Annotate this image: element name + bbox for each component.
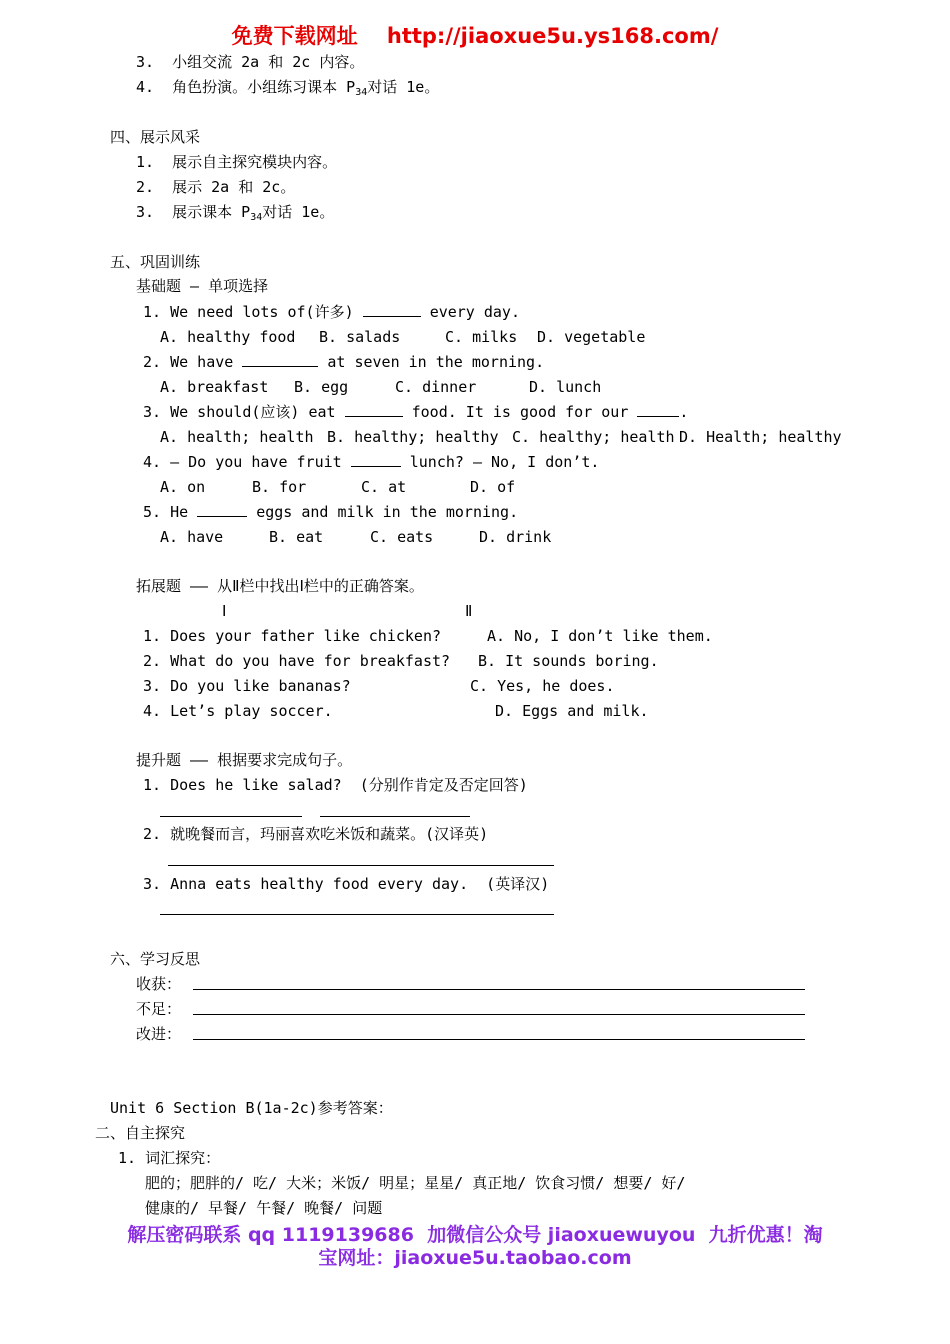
column-2-header: Ⅱ xyxy=(465,602,473,620)
reflection-lack-label: 不足： xyxy=(136,1000,182,1018)
option: D. of xyxy=(470,478,516,496)
match-left: 3. Do you like bananas? xyxy=(143,677,351,695)
match-left: 4. Let’s play soccer. xyxy=(143,702,333,720)
option: D. vegetable xyxy=(537,328,646,346)
question-1: 1. We need lots of(许多) every day. xyxy=(143,303,520,321)
header-link[interactable]: http://jiaoxue5u.ys168.com/ xyxy=(386,24,719,48)
match-right: A. No, I don’t like them. xyxy=(487,627,713,645)
reflection-line[interactable] xyxy=(193,1014,805,1015)
question-4: 4. — Do you have fruit lunch? — No, I don’t. xyxy=(143,453,600,471)
answer-blank[interactable] xyxy=(363,302,421,317)
answers-vocab-line-1: 肥的；肥胖的/ 吃/ 大米；米饭/ 明星；星星/ 真正地/ 饮食习惯/ 想要/ 好/ xyxy=(145,1174,686,1192)
question-2: 2. We have at seven in the morning. xyxy=(143,353,545,371)
option: B. salads xyxy=(319,328,401,346)
option: D. Health; healthy xyxy=(679,428,842,446)
answers-section-2: 二、自主探究 xyxy=(95,1124,186,1142)
top-item-3: 3. 小组交流 2a 和 2c 内容。 xyxy=(136,53,365,71)
reflection-improve-label: 改进： xyxy=(136,1025,182,1043)
extend-title: 拓展题 —— 从Ⅱ栏中找出Ⅰ栏中的正确答案。 xyxy=(136,577,424,595)
option: A. healthy food xyxy=(160,328,296,346)
answer-blank[interactable] xyxy=(345,402,403,417)
match-right: C. Yes, he does. xyxy=(470,677,615,695)
option: C. dinner xyxy=(395,378,477,396)
reflection-gain-label: 收获： xyxy=(136,975,182,993)
answer-line[interactable] xyxy=(320,816,470,817)
option: B. egg xyxy=(294,378,349,396)
option: B. healthy; healthy xyxy=(327,428,499,446)
option: A. on xyxy=(160,478,206,496)
answers-title: Unit 6 Section B(1a-2c)参考答案： xyxy=(110,1099,393,1117)
match-left: 2. What do you have for breakfast? xyxy=(143,652,451,670)
header-banner xyxy=(0,20,950,50)
option: C. eats xyxy=(370,528,434,546)
improve-title: 提升题 —— 根据要求完成句子。 xyxy=(136,751,353,769)
option: D. drink xyxy=(479,528,552,546)
option: A. breakfast xyxy=(160,378,269,396)
header-label: 免费下载网址 xyxy=(231,24,358,48)
section4-item-3: 3. 展示课本 $P_{34}$对话 1e。 xyxy=(136,203,335,223)
section4-title: 四、展示风采 xyxy=(110,128,201,146)
question-3: 3. We should(应该) eat food. It is good for our . xyxy=(143,403,689,421)
option: D. lunch xyxy=(529,378,602,396)
section5-title: 五、巩固训练 xyxy=(110,253,201,271)
answer-blank[interactable] xyxy=(242,352,318,367)
footer-line-2[interactable]: 宝网址：jiaoxue5u.taobao.com xyxy=(318,1247,632,1269)
basic-title: 基础题 — 单项选择 xyxy=(136,277,269,295)
answer-line[interactable] xyxy=(168,865,554,866)
reflection-line[interactable] xyxy=(193,1039,805,1040)
answers-vocab-line-2: 健康的/ 早餐/ 午餐/ 晚餐/ 问题 xyxy=(145,1199,383,1217)
option: B. for xyxy=(252,478,307,496)
improve-item-1: 1. Does he like salad? (分别作肯定及否定回答) xyxy=(143,776,528,794)
answers-item-1: 1. 词汇探究： xyxy=(118,1149,221,1167)
column-1-header: Ⅰ xyxy=(222,602,227,620)
answer-line[interactable] xyxy=(160,816,302,817)
option: A. have xyxy=(160,528,224,546)
option: C. healthy; health xyxy=(512,428,675,446)
improve-item-3: 3. Anna eats healthy food every day. (英译汉) xyxy=(143,875,550,893)
footer-line-1: 解压密码联系 qq 1119139686 加微信公众号 jiaoxuewuyou 九折优惠！淘 xyxy=(127,1224,823,1246)
section4-item-2: 2. 展示 2a 和 2c。 xyxy=(136,178,296,196)
top-item-4: 4. 角色扮演。小组练习课本 $P_{34}$对话 1e。 xyxy=(136,78,440,98)
answer-blank[interactable] xyxy=(637,402,679,417)
question-5: 5. He eggs and milk in the morning. xyxy=(143,503,519,521)
option: B. eat xyxy=(269,528,324,546)
option: A. health; health xyxy=(160,428,314,446)
reflection-line[interactable] xyxy=(193,989,805,990)
option: C. at xyxy=(361,478,407,496)
answer-blank[interactable] xyxy=(351,452,401,467)
match-left: 1. Does your father like chicken? xyxy=(143,627,442,645)
improve-item-2: 2. 就晚餐而言，玛丽喜欢吃米饭和蔬菜。(汉译英) xyxy=(143,825,489,843)
answer-line[interactable] xyxy=(160,914,554,915)
match-right: D. Eggs and milk. xyxy=(495,702,649,720)
option: C. milks xyxy=(445,328,518,346)
section6-title: 六、学习反思 xyxy=(110,950,201,968)
section4-item-1: 1. 展示自主探究模块内容。 xyxy=(136,153,338,171)
answer-blank[interactable] xyxy=(197,502,247,517)
match-right: B. It sounds boring. xyxy=(478,652,659,670)
